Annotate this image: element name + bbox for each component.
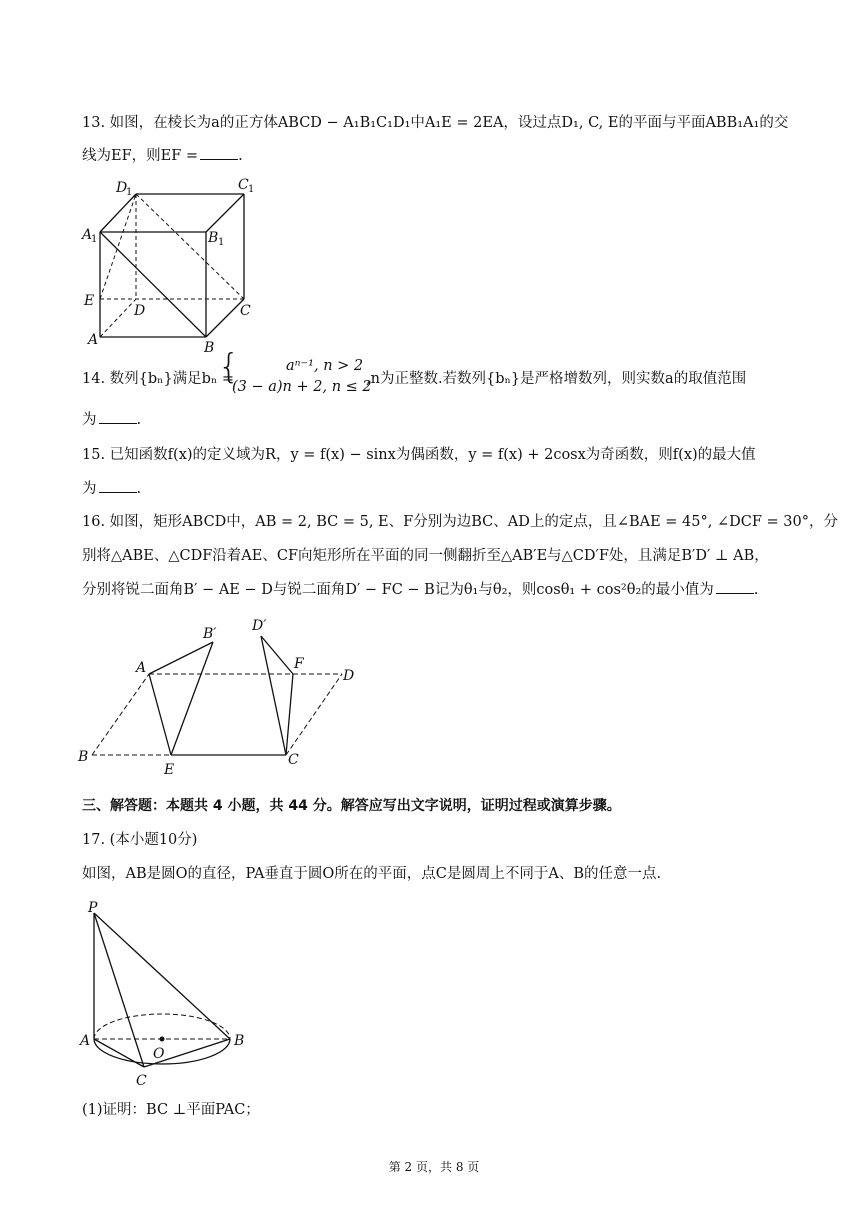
answer-blank-13 <box>200 147 238 160</box>
folded-rectangle-figure <box>70 612 380 782</box>
label-o: O <box>153 1046 165 1062</box>
q16-line2: 别将△ABE、△CDF沿着AE、CF向矩形所在平面的同一侧翻折至△AB′E与△CD′F处，且满足B′D′ ⊥ AB， <box>82 548 769 564</box>
edge-b1c1 <box>206 194 244 232</box>
q16-line3: 分别将锐二面角B′ − AE − D与锐二面角D′ − FC − B记为θ₁与θ₂，则cosθ₁ + cos²θ₂的最小值为 . <box>82 582 759 598</box>
line-ed1 <box>100 194 136 299</box>
label-a: A <box>88 332 99 348</box>
q14-prefix: 14. 数列{bₙ}满足bₙ = <box>82 371 234 387</box>
label-f: F <box>294 656 304 672</box>
label-a1: A <box>82 227 93 243</box>
label-d1: D <box>116 180 128 196</box>
label-c: C <box>240 303 251 319</box>
label-p: P <box>88 900 98 916</box>
edge-fc <box>286 674 293 755</box>
section-3-heading: 三、解答题：本题共 4 小题，共 44 分。解答应写出文字说明，证明过程或演算步骤。 <box>82 798 621 814</box>
q16-line1: 16. 如图，矩形ABCD中，AB = 2, BC = 5, E、F分别为边BC、AD上的定点，且∠BAE = 45°, ∠DCF = 30°，分 <box>82 514 838 530</box>
label-d-prime: D′ <box>252 618 267 634</box>
edge-d-prime-f <box>261 636 293 674</box>
q14-suffix: ,n为正整数.若数列{bₙ}是严格增数列，则实数a的取值范围 <box>366 371 747 387</box>
label-b: B <box>204 340 215 356</box>
answer-blank-14 <box>99 411 137 424</box>
label-c: C <box>136 1073 147 1089</box>
answer-blank-15 <box>99 480 137 493</box>
page-footer: 第 2 页，共 8 页 <box>388 1160 480 1174</box>
edge-b-prime-e <box>171 642 213 755</box>
edge-cd <box>286 674 342 755</box>
label-d: D <box>134 303 146 319</box>
label-b: B <box>78 749 89 765</box>
cube-figure <box>78 172 268 357</box>
q15-line1: 15. 已知函数f(x)的定义域为R，y = f(x) − sinx为偶函数，y = f(x) + 2cosx为奇函数，则f(x)的最大值 <box>82 447 756 463</box>
q15-line2: 为 . <box>82 481 142 497</box>
label-b1: B <box>208 230 219 246</box>
q17-part1: (1)证明：BC ⊥平面PAC； <box>82 1102 260 1118</box>
q17-title: 17. (本小题10分) <box>82 832 198 848</box>
q13-line2: 线为EF，则EF = . <box>82 148 243 164</box>
q13-line1: 13. 如图，在棱长为a的正方体ABCD − A₁B₁C₁D₁中A₁E = 2EA，设过点D₁, C, E的平面与平面ABB₁A₁的交 <box>82 115 789 131</box>
center-point-o <box>160 1037 165 1042</box>
line-a1b <box>100 232 206 337</box>
edge-ae <box>149 674 171 755</box>
q13-line2-text: 线为EF，则EF = <box>82 148 199 164</box>
q15-line2-text: 为 <box>82 481 97 497</box>
label-c: C <box>288 752 299 768</box>
q14-case1: aⁿ⁻¹, n > 2 <box>286 358 364 374</box>
label-e: E <box>164 762 175 778</box>
q14-brace: { <box>218 347 240 387</box>
label-b1-sub: 1 <box>218 237 225 248</box>
edge-a1d1 <box>100 194 136 232</box>
label-d1-sub: 1 <box>126 187 133 198</box>
q17-line1: 如图，AB是圆O的直径，PA垂直于圆O所在的平面，点C是圆周上不同于A、B的任意一点. <box>82 866 662 882</box>
label-a: A <box>136 660 147 676</box>
label-d: D <box>343 668 355 684</box>
label-c1: C <box>238 177 249 193</box>
label-b: B <box>234 1033 245 1049</box>
circle-back-arc <box>94 1014 230 1039</box>
answer-blank-16 <box>716 581 754 594</box>
cone-figure <box>78 896 258 1091</box>
label-b-prime: B′ <box>203 626 217 642</box>
label-e: E <box>84 293 95 309</box>
edge-ad <box>100 299 136 337</box>
label-a1-sub: 1 <box>91 234 98 245</box>
q14-case2: (3 − a)n + 2, n ≤ 2 <box>232 379 372 395</box>
q16-line3-text: 分别将锐二面角B′ − AE − D与锐二面角D′ − FC − B记为θ₁与θ₂，则cosθ₁ + cos²θ₂的最小值为 <box>82 582 714 598</box>
q14-line2: 为 . <box>82 412 142 428</box>
edge-ba <box>92 674 149 755</box>
label-a: A <box>80 1033 91 1049</box>
edge-d-prime-c <box>261 636 286 755</box>
label-c1-sub: 1 <box>248 184 255 195</box>
edge-bc <box>206 299 244 337</box>
q14-line2-text: 为 <box>82 412 97 428</box>
